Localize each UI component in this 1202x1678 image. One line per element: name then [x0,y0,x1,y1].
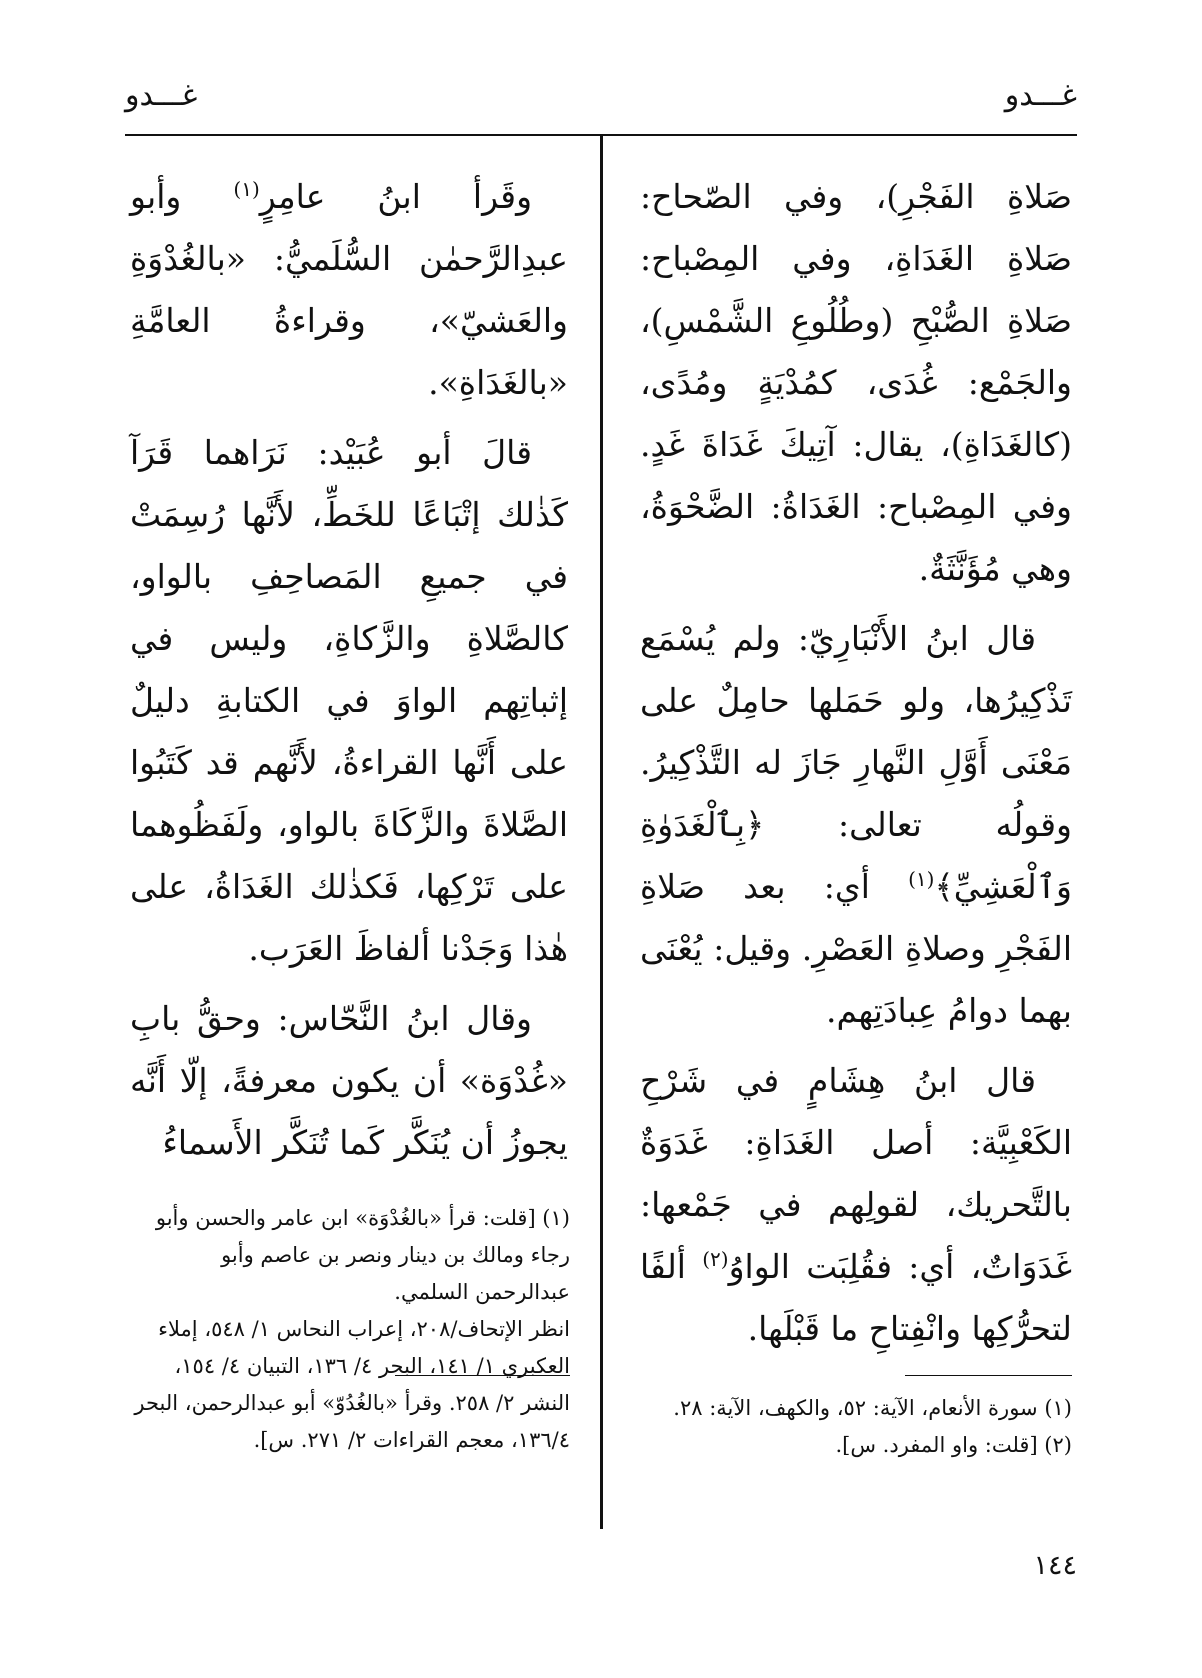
footnote-right-1: (١) سورة الأنعام، الآية: ٥٢، والكهف، الآية: ٢٨. [673,1396,1072,1420]
left-paragraph-2: قالَ أبو عُبَيْد: نَرَاهما قَرَآ كَذٰلك إتْبَاعًا للخَطِّ، لأَنَّها رُسِمَتْ في جميعِ المَصاحِفِ بالواو، كالصَّلاةِ والزَّكاةِ، وليس في إثباتِهم الواوَ في الكتابةِ دليلٌ على أَنَّها القراءةُ، لأَنَّهم قد كَتَبُوا الصَّلاةَ والزَّكَاةَ بالواو، ولَفَظُوهما على تَرْكِها، فَكذٰلك الغَدَاةُ، على هٰذا وَجَدْنا ألفاظَ العَرَب. [130,433,568,968]
footnote-rule-right [905,1375,1072,1376]
footnote-ref-left-1: (١) [233,177,260,201]
right-paragraph-2-tail: أي: بعد صَلاةِ الفَجْرِ وصلاةِ العَصْرِ. وقيل: يُعْنَى بهما دوامُ عِبادَتِهم. [640,867,1072,1030]
footnotes-left [130,1200,570,1459]
right-paragraph-1: صَلاةِ الفَجْرِ)، وفي الصّحاح: صَلاةِ الغَدَاةِ، وفي المِصْباح: صَلاةِ الصُّبْحِ (وطُلُوعِ الشَّمْسِ)، والجَمْع: غُدَى، كمُدْيَةٍ ومُدًى، (كالغَدَاةِ)، يقال: آتِيكَ غَدَاةَ غَدٍ. وفي المِصْباح: الغَدَاةُ: الضَّحْوَةُ، وهي مُؤَنَّثَةٌ. [640,177,1072,588]
footnote-left-2: انظر الإتحاف/٢٠٨، إعراب النحاس ١/ ٥٤٨، إملاء العكبري ١/ ١٤١، البحر ٤/ ١٣٦، التبيان ٤/ ١٥٤، النشر ٢/ ٢٥٨. وقرأ «بالغُدُوّ» أبو عبدالرحمن، البحر ١٣٦/٤، معجم القراءات ٢/ ٢٧١. س]. [134,1317,570,1452]
left-paragraph-1 [130,166,568,414]
footnote-right-2: (٢) [قلت: واو المفرد. س]. [835,1433,1072,1457]
right-paragraph-3-text: قال ابنُ هِشَامٍ في شَرْحِ الكَعْبِيَّة: أصل الغَدَاةِ: غَدَوَةٌ بالتَّحريك، لقولِهم في جَمْعها: غَدَوَاتٌ، أي: فقُلِبَت الواوُ [640,1061,1072,1286]
right-column [640,166,1072,1368]
left-paragraph-1-tail: وأبو عبدِالرَّحمٰن السُّلَميُّ: «بالغُدْوَةِ والعَشيّ»، وقراءةُ العامَّةِ «بالغَدَاةِ». [130,177,568,402]
running-header-left: غـــدو [125,78,198,113]
footnote-ref-1: (١) [908,867,935,891]
column-divider [600,134,603,1529]
right-paragraph-3 [640,1050,1072,1360]
footnotes-right [640,1390,1072,1464]
left-column [130,166,568,1182]
footnote-ref-2: (٢) [702,1247,729,1271]
running-header-right: غـــدو [1004,78,1077,113]
left-paragraph-1-text: وقَرأ ابنُ عامِرٍ [259,177,533,216]
footnote-left-1: (١) [قلت: قرأ «بالغُدْوَة» ابن عامر والحسن وأبو رجاء ومالك بن دينار ونصر بن عاصم وأبو عبدالرحمن السلمي. [155,1206,570,1304]
right-paragraph-2 [640,608,1072,1042]
right-paragraph-3-tail: ألفًا لتحرُّكِها وانْفِتاحِ ما قَبْلَها. [640,1247,1072,1348]
page-number: ١٤٤ [1033,1550,1077,1581]
right-paragraph-2-text: قال ابنُ الأَنْبَارِيّ: ولم يُسْمَع تَذْكِيرُها، ولو حَمَلها حامِلٌ على مَعْنَى أَوَّلِ النَّهارِ جَازَ له التَّذْكِيرُ. وقولُه تعالى: ﴿بِٱلْغَدَوٰةِ وَٱلْعَشِيِّ﴾ [640,619,1072,906]
left-paragraph-3: وقال ابنُ النَّحّاس: وحقُّ بابِ «غُدْوَة» أن يكون معرفةً، إلّا أَنَّه يجوزُ أن يُنَكَّر كَما تُنَكَّر الأَسماءُ [130,999,568,1162]
